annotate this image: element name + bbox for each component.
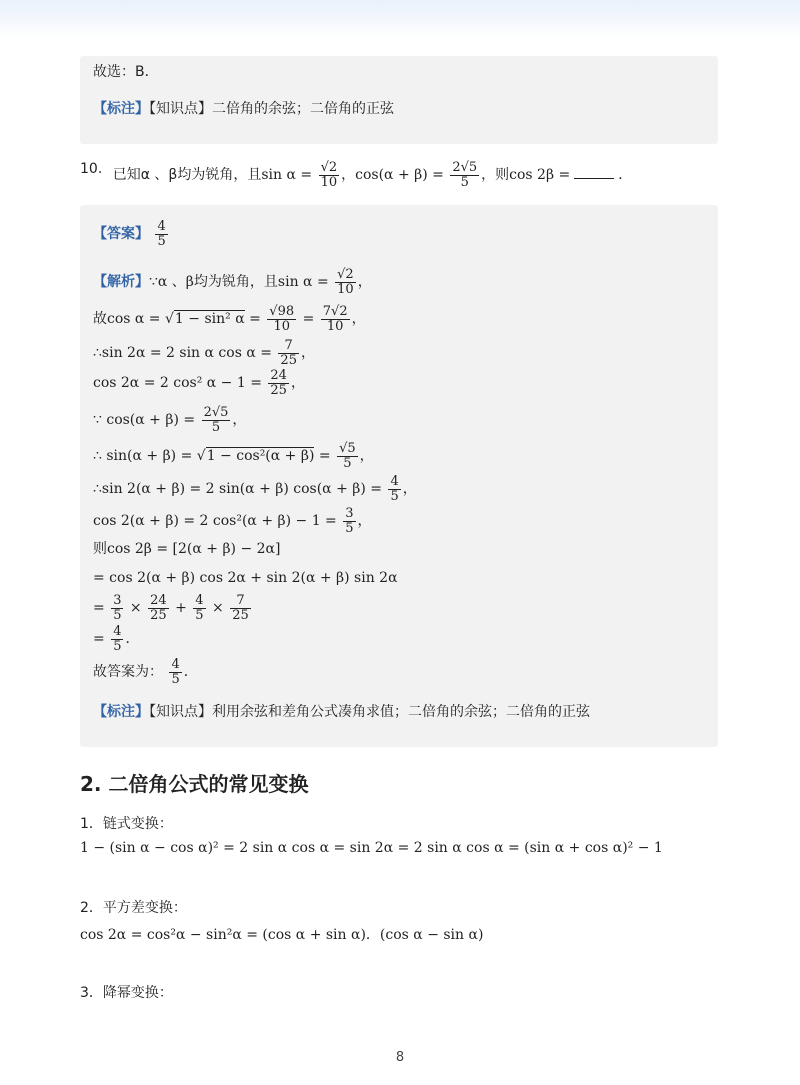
analysis-line-11: = $\frac{3}{5}$ × $\frac{24}{25}$ + $\frac{4}{5}$ × $\frac{7}{25}$ bbox=[93, 592, 249, 623]
item-1-formula: 1 − (sin α − cos α)² = 2 sin α cos α = sin 2α = 2 sin α cos α = (sin α + cos α)² − 1 bbox=[80, 840, 663, 856]
note-text: 【知识点】二倍角的余弦；二倍角的正弦 bbox=[149, 101, 394, 117]
solution-note bbox=[93, 703, 590, 721]
q-post: ，则cos 2β = bbox=[481, 167, 571, 183]
question-text-pre: 已知α 、β均为锐角，且 bbox=[112, 167, 262, 183]
analysis-line-4: cos 2α = 2 cos² α − 1 = $\frac{24}{25}$ ， bbox=[93, 367, 305, 398]
item-2-formula: cos 2α = cos²α − sin²α = (cos α + sin α)．(cos α − sin α) bbox=[80, 927, 484, 943]
item-2-label: 2．平方差变换： bbox=[80, 900, 187, 916]
analysis-line-6: ∴ sin(α + β) = √1 − cos²(α + β) = $\frac{√5}{5}$ ， bbox=[93, 440, 374, 471]
answer-tag: 【答案】 bbox=[93, 226, 149, 242]
analysis-line-8: cos 2(α + β) = 2 cos²(α + β) − 1 = $\frac{3}{5}$ ， bbox=[93, 505, 372, 536]
answer-blank bbox=[574, 178, 614, 179]
q-frac-2: $\frac{2√5}{5}$ bbox=[452, 159, 478, 190]
q-sin-a: sin α = bbox=[261, 167, 313, 183]
page-number: 8 bbox=[395, 1050, 405, 1065]
item-1-label: 1．链式变换： bbox=[80, 816, 173, 832]
section-title: 2. 二倍角公式的常见变换 bbox=[80, 772, 309, 796]
previous-note bbox=[93, 100, 394, 118]
solution-note-text: 【知识点】利用余弦和差角公式凑角求值；二倍角的余弦；二倍角的正弦 bbox=[149, 704, 590, 720]
analysis-line-5: ∵ cos(α + β) = $\frac{2√5}{5}$ ， bbox=[93, 404, 247, 435]
q-mid: ，cos(α + β) = bbox=[341, 167, 444, 183]
analysis-line-12: = $\frac{4}{5}$ ． bbox=[93, 623, 140, 654]
question-10 bbox=[80, 157, 632, 193]
header-band bbox=[0, 0, 800, 40]
analysis-line-3: ∴sin 2α = 2 sin α cos α = $\frac{7}{25}$ ， bbox=[93, 337, 315, 368]
analysis-line-7: ∴sin 2(α + β) = 2 sin(α + β) cos(α + β) = $\frac{4}{5}$ ， bbox=[93, 473, 417, 504]
analysis-line-1: 【解析】∵α 、β均为锐角，且sin α = $\frac{√2}{10}$ ， bbox=[93, 266, 372, 297]
item-3-label: 3．降幂变换： bbox=[80, 985, 173, 1001]
analysis-line-9: 则cos 2β = [2(α + β) − 2α] bbox=[93, 541, 281, 557]
solution-note-tag: 【标注】 bbox=[93, 704, 149, 720]
note-tag: 【标注】 bbox=[93, 101, 149, 117]
analysis-line-10: = cos 2(α + β) cos 2α + sin 2(α + β) sin 2α bbox=[93, 570, 398, 586]
answer-frac: $\frac{4}{5}$ bbox=[157, 218, 166, 249]
q-frac-1: $\frac{√2}{10}$ bbox=[320, 159, 338, 190]
analysis-line-2: 故cos α = √1 − sin² α = $\frac{√98}{10}$ = $\frac{7√2}{10}$ ， bbox=[93, 303, 366, 334]
analysis-tag: 【解析】 bbox=[93, 274, 149, 290]
previous-choice: 故选：B． bbox=[93, 64, 159, 80]
q-end: ． bbox=[618, 167, 633, 183]
question-number: 10. bbox=[80, 161, 103, 177]
answer-line bbox=[93, 216, 170, 252]
analysis-line-13: 故答案为： $\frac{4}{5}$ ． bbox=[93, 656, 198, 687]
